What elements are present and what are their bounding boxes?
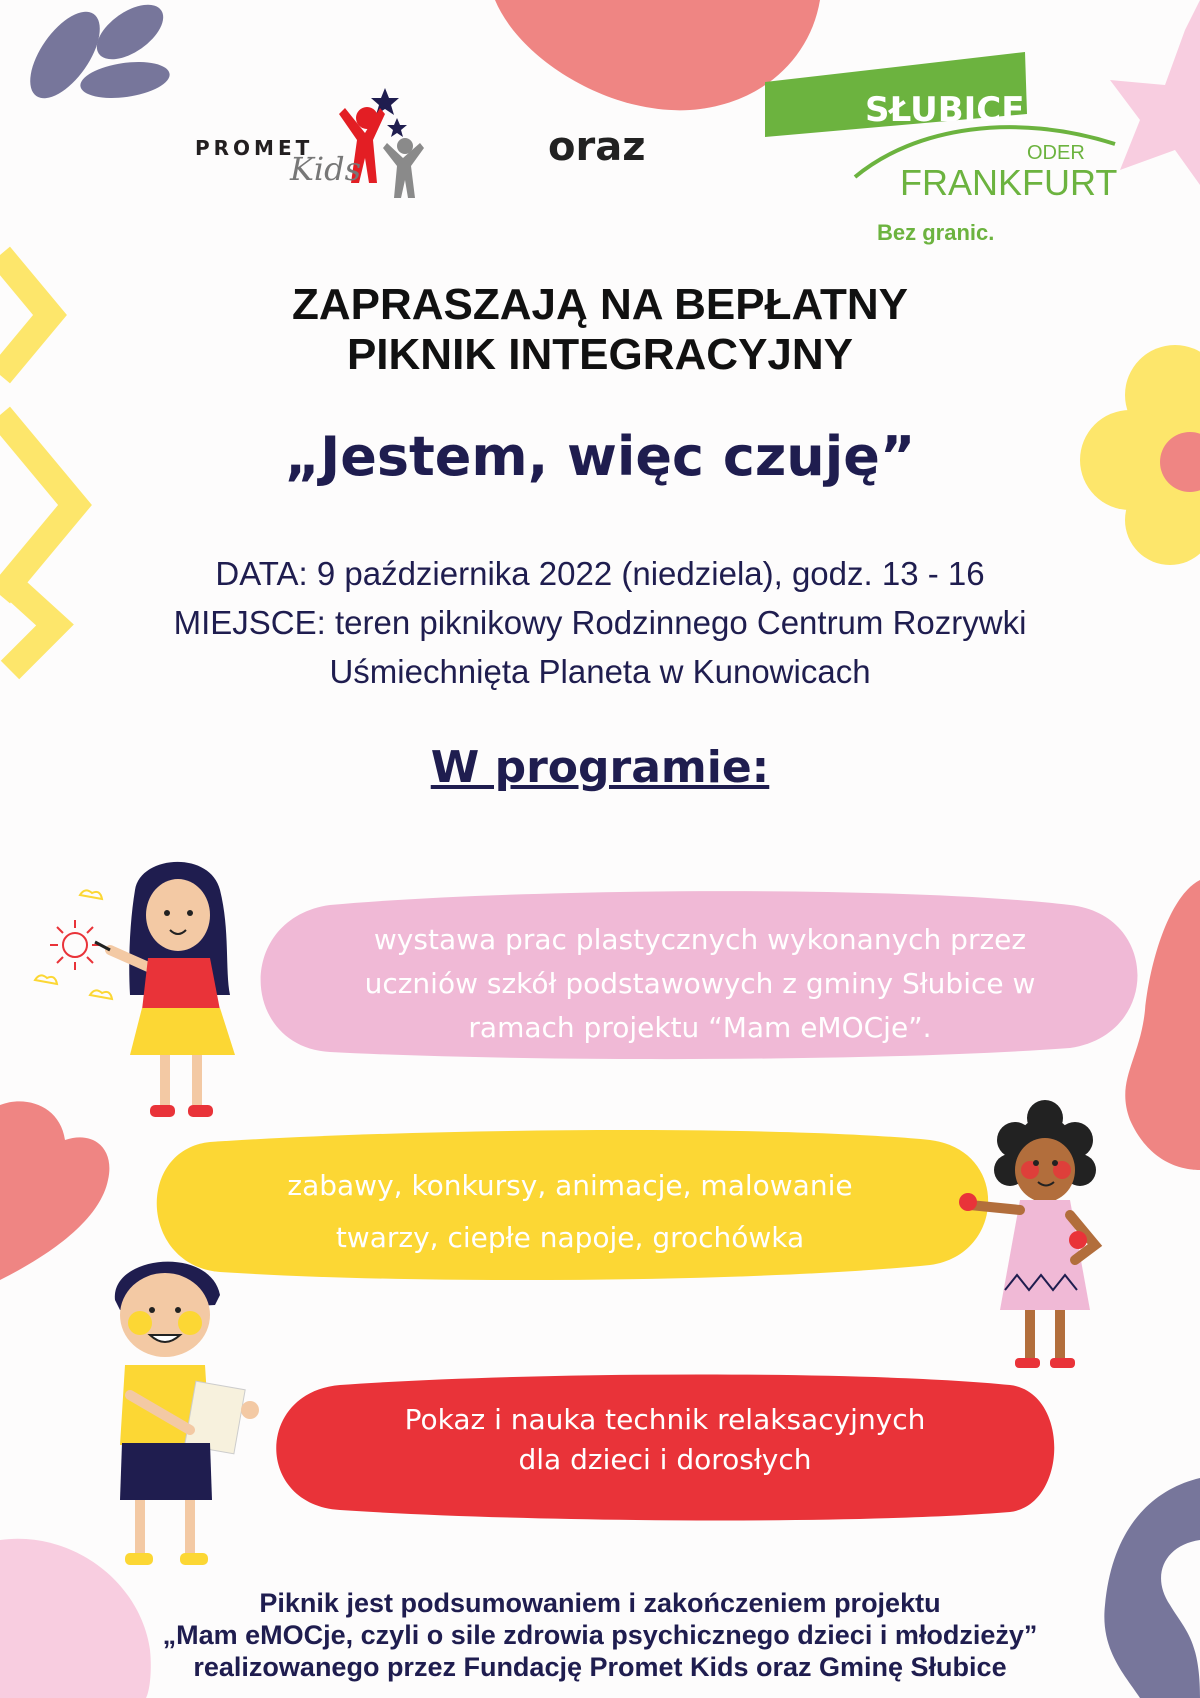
program-item-2 xyxy=(180,1160,960,1264)
date-line: DATA: 9 października 2022 (niedziela), godz. 13 - 16 xyxy=(215,555,985,592)
place-line-1: MIEJSCE: teren piknikowy Rodzinnego Centrum Rozrywki xyxy=(173,604,1027,641)
oder-wordmark: ODER xyxy=(1027,142,1085,164)
kids-wordmark: Kids xyxy=(290,150,362,188)
slogan: Bez granic. xyxy=(877,220,995,245)
program-item-3-line-2: dla dzieci i dorosłych xyxy=(518,1443,812,1476)
program-item-2-line-1: zabawy, konkursy, animacje, malowanie xyxy=(287,1169,853,1202)
slubice-wordmark: SŁUBICE xyxy=(865,90,1025,130)
program-item-1-line-1: wystawa prac plastycznych wykonanych przez xyxy=(373,923,1027,956)
program-heading: W programie: xyxy=(430,742,770,793)
girl-with-apples-illustration xyxy=(950,1100,1150,1380)
program-item-1-line-3: ramach projektu “Mam eMOCje”. xyxy=(468,1011,932,1044)
girl-drawing-sun-illustration xyxy=(30,850,260,1125)
program-item-1 xyxy=(290,918,1110,1050)
heading-line-1: ZAPRASZAJĄ NA BEPŁATNY xyxy=(291,280,909,329)
program-item-3 xyxy=(300,1400,1030,1480)
oraz-joiner: oraz xyxy=(548,124,646,170)
program-item-2-line-2: twarzy, ciepłe napoje, grochówka xyxy=(335,1221,805,1254)
place-line-2: Uśmiechnięta Planeta w Kunowicach xyxy=(329,653,871,690)
program-item-3-line-1: Pokaz i nauka technik relaksacyjnych xyxy=(404,1403,926,1436)
boy-with-paper-illustration xyxy=(100,1245,280,1575)
program-item-1-line-2: uczniów szkół podstawowych z gminy Słubice w xyxy=(364,967,1036,1000)
frankfurt-wordmark: FRANKFURT xyxy=(900,162,1118,203)
footer-line-1: Piknik jest podsumowaniem i zakończeniem projektu xyxy=(259,1588,941,1618)
promet-wordmark: PROMET xyxy=(195,136,314,160)
heading-line-2: PIKNIK INTEGRACYJNY xyxy=(346,330,854,379)
footer-line-3: realizowanego przez Fundację Promet Kids oraz Gminę Słubice xyxy=(193,1652,1007,1682)
event-title: „Jestem, więc czuję” xyxy=(284,425,916,488)
footer-line-2: „Mam eMOCje, czyli o sile zdrowia psychicznego dzieci i młodzieży” xyxy=(162,1620,1038,1650)
